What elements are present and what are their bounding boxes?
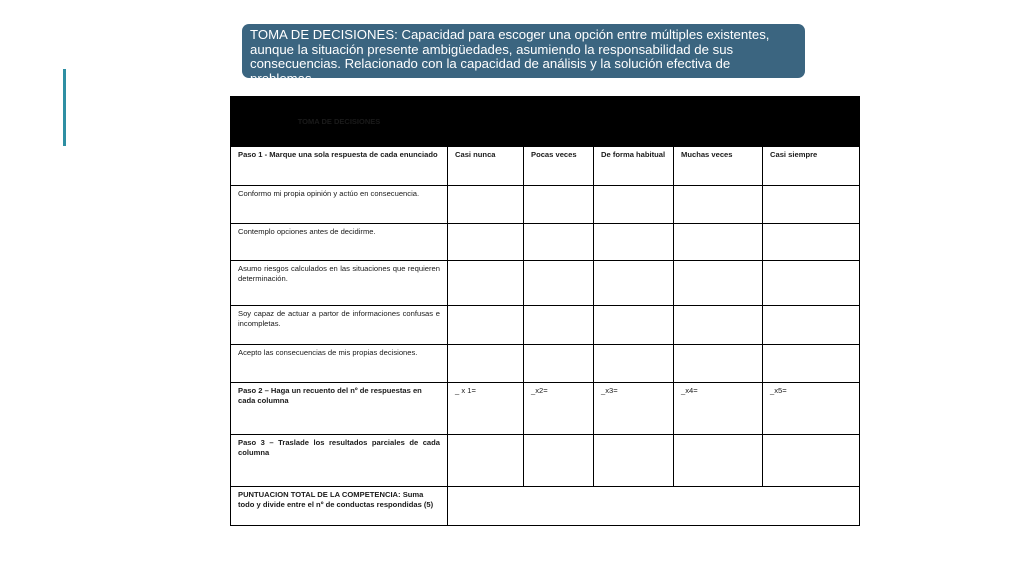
statement-1: Conformo mi propia opinión y actúo en consecuencia. xyxy=(231,186,448,224)
statement-2: Contemplo opciones antes de decidirme. xyxy=(231,224,448,261)
partial-result-cell[interactable] xyxy=(674,435,763,487)
answer-cell[interactable] xyxy=(674,261,763,306)
partial-result-cell[interactable] xyxy=(524,435,594,487)
step2-instruction: Paso 2 – Haga un recuento del nº de respuestas en cada columna xyxy=(231,383,448,435)
multiplier-x4[interactable]: _x4= xyxy=(674,383,763,435)
partial-result-cell[interactable] xyxy=(594,435,674,487)
total-label: PUNTUACION TOTAL DE LA COMPETENCIA: xyxy=(238,490,401,499)
multiplier-x3[interactable]: _x3= xyxy=(594,383,674,435)
column-header-casi-nunca: Casi nunca xyxy=(448,147,524,186)
multiplier-x1[interactable]: _ x 1= xyxy=(448,383,524,435)
answer-cell[interactable] xyxy=(594,261,674,306)
step3-instruction: Paso 3 – Traslade los resultados parciales de cada columna xyxy=(231,435,448,487)
statement-5: Acepto las consecuencias de mis propias decisiones. xyxy=(231,345,448,383)
total-row xyxy=(231,487,860,526)
multiplier-x2[interactable]: _x2= xyxy=(524,383,594,435)
column-header-muchas-veces: Muchas veces xyxy=(674,147,763,186)
column-header-casi-siempre: Casi siempre xyxy=(763,147,860,186)
step2-row xyxy=(231,383,860,435)
answer-cell[interactable] xyxy=(524,224,594,261)
answer-cell[interactable] xyxy=(524,186,594,224)
answer-cell[interactable] xyxy=(594,186,674,224)
table-row xyxy=(231,261,860,306)
answer-cell[interactable] xyxy=(448,224,524,261)
table-row xyxy=(231,224,860,261)
column-header-pocas-veces: Pocas veces xyxy=(524,147,594,186)
column-header-row xyxy=(231,147,860,186)
answer-cell[interactable] xyxy=(448,261,524,306)
answer-cell[interactable] xyxy=(524,306,594,345)
header-cell xyxy=(674,97,763,147)
table-title: TOMA DE DECISIONES xyxy=(231,97,448,147)
competency-definition-banner xyxy=(242,24,805,86)
table-header-row xyxy=(231,97,860,147)
total-instruction: Suma todo y divide entre el nº de conductas respondidas (5) xyxy=(238,490,434,509)
partial-result-cell[interactable] xyxy=(763,435,860,487)
answer-cell[interactable] xyxy=(763,345,860,383)
answer-cell[interactable] xyxy=(674,224,763,261)
total-label-cell xyxy=(231,487,448,526)
answer-cell[interactable] xyxy=(594,224,674,261)
answer-cell[interactable] xyxy=(674,345,763,383)
total-score-cell[interactable] xyxy=(448,487,860,526)
answer-cell[interactable] xyxy=(594,306,674,345)
statement-3: Asumo riesgos calculados en las situaciones que requieren determinación. xyxy=(231,261,448,306)
table-row xyxy=(231,186,860,224)
survey-table xyxy=(230,96,860,526)
answer-cell[interactable] xyxy=(448,186,524,224)
header-cell xyxy=(524,97,594,147)
table-row xyxy=(231,306,860,345)
answer-cell[interactable] xyxy=(763,186,860,224)
step3-row xyxy=(231,435,860,487)
header-cell xyxy=(763,97,860,147)
answer-cell[interactable] xyxy=(448,345,524,383)
answer-cell[interactable] xyxy=(594,345,674,383)
step1-instruction: Paso 1 - Marque una sola respuesta de cada enunciado xyxy=(231,147,448,186)
answer-cell[interactable] xyxy=(674,306,763,345)
answer-cell[interactable] xyxy=(674,186,763,224)
answer-cell[interactable] xyxy=(524,261,594,306)
answer-cell[interactable] xyxy=(763,224,860,261)
answer-cell[interactable] xyxy=(763,261,860,306)
multiplier-x5[interactable]: _x5= xyxy=(763,383,860,435)
banner-text: TOMA DE DECISIONES: Capacidad para escoger una opción entre múltiples existentes, aunque la situación presente ambigüedades, asumiendo la responsabilidad de sus consecuencias. Relacionado con la capacidad de análisis y la solución efectiva de problemas. xyxy=(250,27,770,86)
answer-cell[interactable] xyxy=(448,306,524,345)
accent-bar xyxy=(63,69,66,146)
answer-cell[interactable] xyxy=(763,306,860,345)
partial-result-cell[interactable] xyxy=(448,435,524,487)
answer-cell[interactable] xyxy=(524,345,594,383)
header-cell xyxy=(448,97,524,147)
table-row xyxy=(231,345,860,383)
column-header-de-forma-habitual: De forma habitual xyxy=(594,147,674,186)
statement-4: Soy capaz de actuar a partor de informaciones confusas e incompletas. xyxy=(231,306,448,345)
header-cell xyxy=(594,97,674,147)
